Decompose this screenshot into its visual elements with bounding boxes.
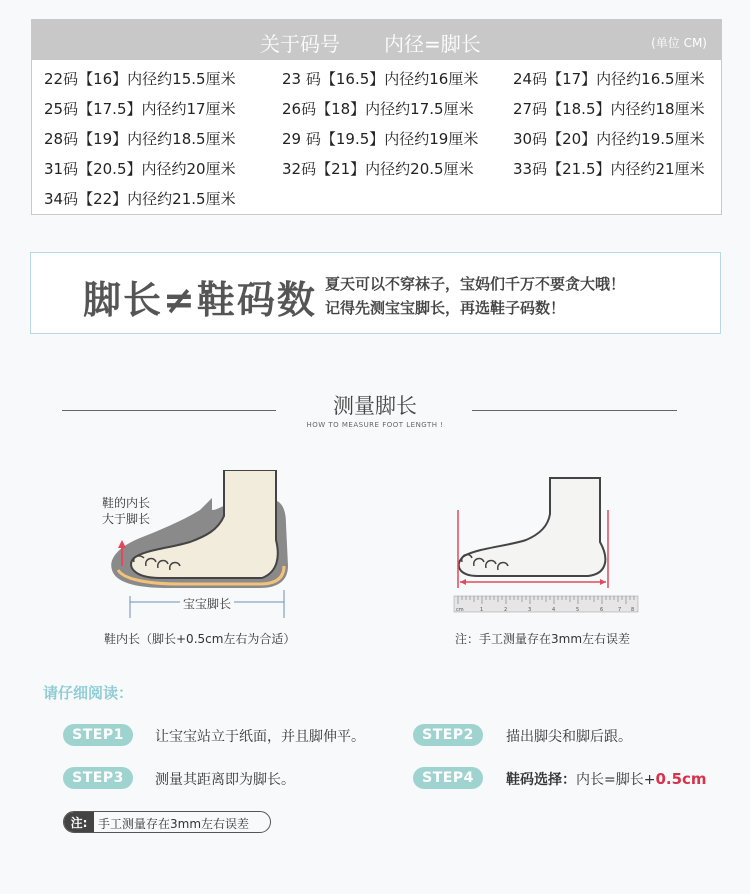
- size-cell: 30码【20】内径约19.5厘米: [513, 130, 705, 148]
- size-table: [31, 19, 722, 215]
- banner-line-1: 夏天可以不穿袜子，宝妈们千万不要贪大哦！: [325, 275, 626, 293]
- step4-formula: 内长=脚长+: [576, 772, 656, 788]
- step2-text: 描出脚尖和脚后跟。: [506, 729, 632, 745]
- banner-line-2: 记得先测宝宝脚长，再选鞋子码数！: [325, 299, 566, 317]
- step4-badge: STEP4: [413, 767, 483, 789]
- svg-text:4: 4: [552, 607, 556, 613]
- left-caption: 鞋内长（脚长+0.5cm左右为合适）: [104, 632, 296, 646]
- size-table-subtitle: 内径=脚长: [384, 32, 481, 56]
- step4-text: [506, 769, 707, 789]
- size-cell: 22码【16】内径约15.5厘米: [44, 70, 236, 88]
- right-caption: 注：手工测量存在3mm左右误差: [455, 632, 631, 646]
- inner-length-arrow: [118, 540, 126, 548]
- section-title: 测量脚长: [333, 394, 417, 418]
- size-cell: 31码【20.5】内径约20厘米: [44, 160, 236, 178]
- svg-text:5: 5: [576, 607, 580, 613]
- callout-line-2: 大于脚长: [102, 512, 151, 526]
- bare-foot-shape: [459, 478, 606, 576]
- step3-badge: STEP3: [63, 767, 133, 789]
- size-table-unit: (单位 CM): [651, 36, 707, 50]
- svg-text:2: 2: [504, 607, 508, 613]
- size-table-header: [32, 20, 721, 60]
- section-subtitle: HOW TO MEASURE FOOT LENGTH !: [306, 421, 444, 429]
- step4-bold: 鞋码选择：: [506, 772, 576, 788]
- note-tag: 注:: [64, 812, 94, 833]
- svg-text:7: 7: [618, 607, 622, 613]
- size-cell: 23 码【16.5】内径约16厘米: [282, 70, 479, 88]
- read-carefully-title: 请仔细阅读：: [43, 684, 134, 702]
- size-table-title: 关于码号: [260, 32, 340, 56]
- step3-text: 测量其距离即为脚长。: [155, 772, 295, 788]
- svg-text:8: 8: [631, 607, 635, 613]
- size-cell: 27码【18.5】内径约18厘米: [513, 100, 705, 118]
- step4-highlight: 0.5cm: [655, 770, 707, 788]
- size-cell: 25码【17.5】内径约17厘米: [44, 100, 236, 118]
- step2-badge: STEP2: [413, 724, 483, 746]
- svg-text:cm: cm: [456, 607, 464, 613]
- size-cell: 24码【17】内径约16.5厘米: [513, 70, 705, 88]
- svg-text:3: 3: [528, 607, 532, 613]
- size-cell: 29 码【19.5】内径约19厘米: [282, 130, 479, 148]
- size-cell: 33码【21.5】内径约21厘米: [513, 160, 705, 178]
- note-text: 手工测量存在3mm左右误差: [98, 817, 250, 831]
- size-cell: 28码【19】内径约18.5厘米: [44, 130, 236, 148]
- step1-text: 让宝宝站立于纸面，并且脚伸平。: [155, 729, 365, 745]
- size-cell: 34码【22】内径约21.5厘米: [44, 190, 236, 208]
- foot-length-banner: [30, 252, 721, 334]
- banner-headline: 脚长≠鞋码数: [83, 278, 317, 322]
- foot-length-label: 宝宝脚长: [180, 595, 234, 612]
- step1-badge: STEP1: [63, 724, 133, 746]
- bare-foot-illustration: [448, 470, 648, 620]
- measurement-note: [63, 811, 271, 833]
- svg-text:1: 1: [480, 607, 484, 613]
- svg-text:6: 6: [600, 607, 604, 613]
- size-cell: 26码【18】内径约17.5厘米: [282, 100, 474, 118]
- callout-line-1: 鞋的内长: [102, 496, 151, 510]
- size-cell: 32码【21】内径约20.5厘米: [282, 160, 474, 178]
